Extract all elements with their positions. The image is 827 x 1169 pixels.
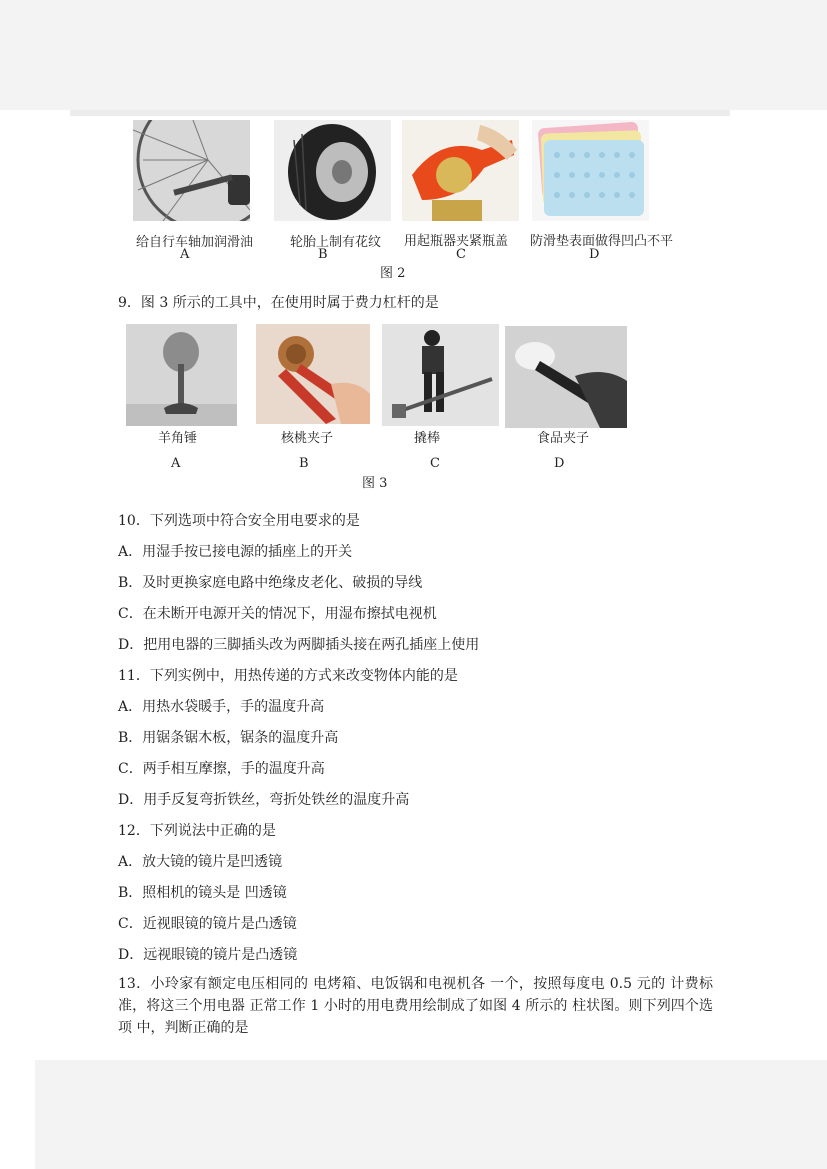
- q11-option-a: A．用热水袋暖手，手的温度升高: [118, 699, 325, 715]
- q9-caption-b: 核桃夹子: [281, 431, 334, 446]
- scan-bottom-margin: [35, 1060, 827, 1169]
- q9-photo-a-claw-hammer: [126, 324, 237, 426]
- q9-caption-d: 食品夹子: [537, 431, 590, 446]
- q10-stem: 10．下列选项中符合安全用电要求的是: [118, 513, 360, 529]
- q11-option-c: C．两手相互摩擦，手的温度升高: [118, 761, 325, 777]
- q9-letter-c: C: [430, 456, 440, 471]
- fig2-photo-b-tire: [274, 120, 391, 221]
- q10-option-d: D．把用电器的三脚插头改为两脚插头接在两孔插座上使用: [118, 637, 480, 653]
- fig2-caption-b: 轮胎上制有花纹: [290, 235, 382, 250]
- fig2-letter-d: D: [589, 247, 600, 262]
- q12-option-a: A．放大镜的镜片是凹透镜: [118, 854, 283, 870]
- q9-caption-a: 羊角锤: [158, 431, 198, 446]
- q9-letter-b: B: [299, 456, 309, 471]
- q10-option-c: C．在未断开电源开关的情况下，用湿布擦拭电视机: [118, 606, 437, 622]
- q12-option-b: B．照相机的镜头是 凹透镜: [118, 885, 287, 901]
- q12-option-d: D．远视眼镜的镜片是凸透镜: [118, 947, 298, 963]
- q9-letter-a: A: [171, 456, 181, 471]
- q10-option-b: B．及时更换家庭电路中绝缘皮老化、破损的导线: [118, 575, 423, 591]
- q9-stem: 9．图 3 所示的工具中，在使用时属于费力杠杆的是: [118, 295, 439, 311]
- q11-option-d: D．用手反复弯折铁丝，弯折处铁丝的温度升高: [118, 792, 410, 808]
- fig2-letter-c: C: [456, 247, 466, 262]
- fig2-caption-a: 给自行车轴加润滑油: [136, 235, 254, 250]
- fig2-caption-d: 防滑垫表面做得凹凸不平: [530, 234, 674, 249]
- scan-top-edge: [70, 110, 730, 116]
- q9-photo-d-food-tongs: [505, 326, 627, 428]
- q9-figure-label: 图 3: [362, 476, 388, 491]
- fig2-label: 图 2: [380, 266, 406, 281]
- fig2-photo-d-antislip-mat: [532, 120, 649, 221]
- q13-stem: 13．小玲家有额定电压相同的 电烤箱、电饭锅和电视机各 一个，按照每度电 0.5 元的 计费标准，将这三个用电器 正常工作 1 小时的用电费用绘制成了如图 4 所示的 柱状图。则下列四个选项 中，判断正确的是: [118, 976, 713, 1036]
- q9-photo-c-crowbar: [382, 324, 499, 426]
- q10-option-a: A．用湿手按已接电源的插座上的开关: [118, 544, 353, 560]
- q9-letter-d: D: [554, 456, 565, 471]
- q11-stem: 11．下列实例中，用热传递的方式来改变物体内能的是: [118, 668, 458, 684]
- fig2-photo-c-bottle-opener: [402, 120, 519, 221]
- scan-top-margin: [0, 0, 827, 110]
- fig2-letter-b: B: [318, 247, 328, 262]
- q11-option-b: B．用锯条锯木板，锯条的温度升高: [118, 730, 339, 746]
- fig2-caption-c: 用起瓶器夹紧瓶盖: [404, 234, 509, 249]
- q9-caption-c: 撬棒: [414, 431, 441, 446]
- fig2-letter-a: A: [180, 247, 190, 262]
- q12-stem: 12．下列说法中正确的是: [118, 823, 276, 839]
- fig2-photo-a-bicycle-axle: [133, 120, 250, 221]
- q9-photo-b-nutcracker: [256, 324, 370, 424]
- q12-option-c: C．近视眼镜的镜片是凸透镜: [118, 916, 297, 932]
